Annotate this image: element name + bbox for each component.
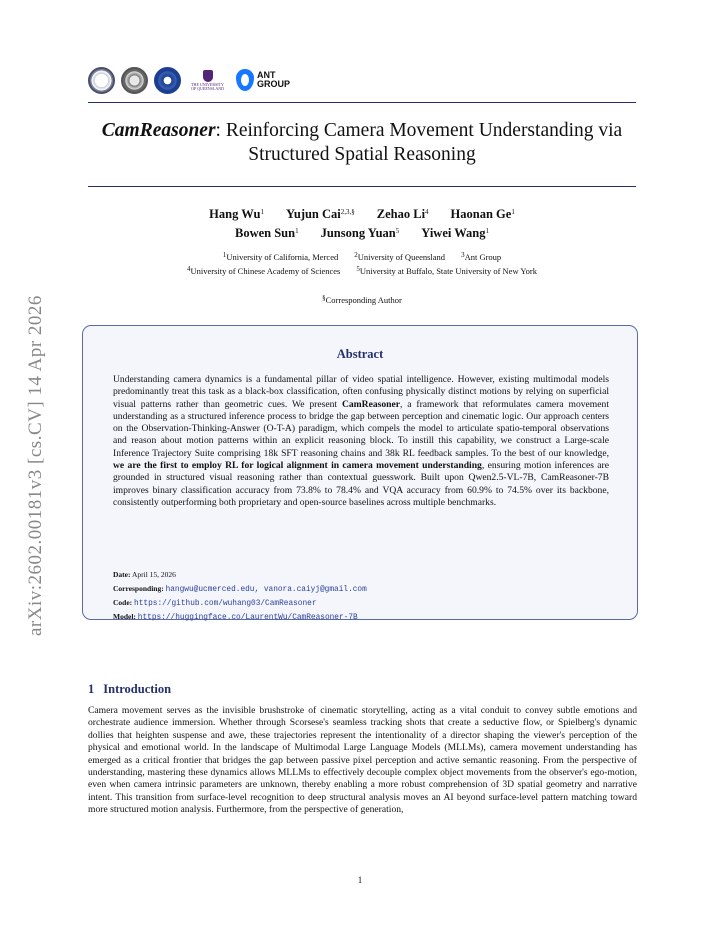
affiliation: [354, 252, 445, 262]
author: [321, 226, 400, 240]
corresponding-note-sup: §: [322, 294, 326, 302]
author: [377, 207, 429, 221]
affiliation: [223, 252, 338, 262]
paper-title: [88, 119, 636, 167]
abstract-part-2: , a framework that reformulates camera movement understanding as a structured inference process to bridge the gap between perception and cinematic logic. Our approach centers on the Observation-Thinking-Answer (O-T-A) paradigm, which compels the model to articulate spatio-temporal observations and reason about motion patterns within an explicit reasoning block. To instill this capability, we construct a Large-scale Inference Trajectory Suite comprising 18k SFT reasoning chains and 38k RL feedback samples. To the best of our knowledge,: [113, 398, 609, 459]
author-sup: 1: [295, 227, 299, 235]
title-model-name: CamReasoner: [101, 120, 216, 141]
introduction-paragraph: Camera movement serves as the invisible brushstroke of cinematic storytelling, acting as a vital conduit to convey subtle emotions and orchestrate audience immersion. Whether through Scorsese's seamless tracking shots that create a seductive flow, or Spielberg's dynamic dollies that heighten suspense and awe, these trajectories represent the intentionality of a director shaping the viewer's perception of the physical and emotional world. In the landscape of Multimodal Large Language Models (MLLMs), camera movement understanding has emerged as a critical frontier that bridges the gap between passive pixel perception and active semantic reasoning. From the perspective of understanding, mastering these dynamics allows MLLMs to effectively decouple complex object movements from the observer's ego-motion, even when camera intrinsic parameters are unknown, thereby enabling a more robust comprehension of 3D spatial geometry and narrative intent. This transition from surface-level recognition to deep structural analysis moves an AI beyond surface-level pattern matching toward more structured motion analysis. Furthermore, from the perspective of generation,: [88, 705, 637, 816]
author-name: Junsong Yuan: [320, 226, 396, 240]
author: [421, 226, 489, 240]
uq-crest-icon: [203, 70, 213, 82]
affiliation: [356, 266, 537, 276]
ant-logo-line1: ANT: [257, 70, 276, 80]
uq-logo-line1: THE UNIVERSITY: [191, 81, 224, 87]
author: [451, 207, 515, 221]
abstract-part-3: , ensuring motion inferences are grounded in structured visual reasoning rather than contextual guesswork. Built upon Qwen2.5-VL-7B, CamReasoner-7B improves binary classification accuracy from 73.8% to 78.4% and VQA accuracy from 60.9% to 74.5% over its backbone, consistently outperforming both proprietary and open-source baselines across multiple benchmarks.: [113, 460, 609, 508]
affiliation-sup: 3: [461, 251, 465, 259]
abstract-part-1: Understanding camera dynamics is a fundamental pillar of video spatial intelligence. However, existing multimodal models predominantly treat this task as a black-box classification, often confusing physically distinct motions by relying on superficial visual patterns rather than geometric cues. We present: [113, 374, 609, 410]
meta-model: [113, 611, 358, 624]
author-sup: 2,3,§: [340, 208, 355, 216]
author-name: Bowen Sun: [234, 226, 296, 240]
uq-logo: [191, 70, 224, 91]
affiliation-sup: 2: [354, 251, 358, 259]
abstract-bold-1: CamReasoner: [341, 398, 401, 410]
corr-email-link-2[interactable]: vanora.caiyj@gmail.com: [263, 586, 367, 594]
buffalo-seal-icon: [154, 67, 181, 94]
corresponding-note-text: Corresponding Author: [325, 295, 402, 305]
ant-group-logo: [236, 69, 290, 91]
abstract-text: [113, 374, 609, 509]
affiliations-row-2: [88, 265, 636, 277]
corr-email-separator: ,: [254, 586, 264, 594]
author-name: Zehao Li: [376, 207, 426, 221]
affiliation-name: Ant Group: [464, 252, 502, 262]
author-sup: 1: [260, 208, 264, 216]
title-bottom-rule: [88, 186, 636, 187]
meta-date-value: April 15, 2026: [131, 570, 176, 579]
ant-group-mark-icon: [236, 69, 254, 91]
affiliation: [461, 252, 501, 262]
abstract-box: [82, 325, 638, 620]
page-number: 1: [357, 875, 363, 885]
institution-logos: [88, 64, 290, 96]
meta-model-label: Model:: [113, 612, 136, 621]
meta-corresponding: [113, 583, 367, 596]
model-link[interactable]: https://huggingface.co/LaurentWu/CamReasoner-7B: [137, 614, 358, 622]
corr-email-link-1[interactable]: hangwu@ucmerced.edu: [165, 586, 255, 594]
affiliation-sup: 1: [222, 251, 227, 259]
affiliation-sup: 5: [356, 265, 360, 273]
section-heading-introduction: [88, 682, 171, 697]
ucas-seal-icon: [121, 67, 148, 94]
affiliation-name: University of Queensland: [357, 252, 446, 262]
author-name: Yiwei Wang: [421, 226, 486, 240]
author-sup: 1: [485, 227, 490, 235]
author-name: Yujun Cai: [285, 207, 341, 221]
top-rule: [88, 102, 636, 103]
meta-code: [113, 597, 317, 610]
meta-date: [113, 569, 176, 580]
section-title: Introduction: [103, 682, 172, 696]
abstract-bold-2: we are the first to employ RL for logical alignment in camera movement understanding: [113, 460, 482, 472]
author-name: Haonan Ge: [450, 207, 512, 221]
affiliations-row-1: [88, 251, 636, 263]
uq-logo-line2: OF QUEENSLAND: [191, 85, 224, 91]
code-link[interactable]: https://github.com/wuhang03/CamReasoner: [134, 600, 317, 608]
affiliation-name: University of California, Merced: [226, 252, 339, 262]
affiliation-sup: 4: [186, 265, 191, 273]
meta-corr-label: Corresponding:: [113, 584, 164, 593]
affiliation-name: University of Chinese Academy of Sciences: [190, 266, 341, 276]
meta-date-label: Date:: [113, 570, 131, 579]
meta-code-label: Code:: [113, 598, 133, 607]
authors-row-1: [88, 205, 636, 223]
affiliation: [187, 266, 340, 276]
affiliation-name: University at Buffalo, State University of New York: [359, 266, 538, 276]
author: [209, 207, 264, 221]
arxiv-stamp: arXiv:2602.00181v3 [cs.CV] 14 Apr 2026: [25, 295, 46, 636]
author-sup: 4: [425, 208, 429, 216]
abstract-heading: Abstract: [336, 347, 384, 361]
ant-logo-line2: GROUP: [257, 79, 291, 89]
authors-row-2: [88, 224, 636, 242]
corresponding-note: [88, 294, 636, 306]
author: [286, 207, 355, 221]
author: [235, 226, 299, 240]
uc-merced-seal-icon: [88, 67, 115, 94]
section-number: 1: [88, 682, 95, 696]
author-sup: 5: [395, 227, 400, 235]
title-rest: : Reinforcing Camera Movement Understanding via Structured Spatial Reasoning: [215, 120, 623, 165]
author-sup: 1: [511, 208, 515, 216]
author-name: Hang Wu: [209, 207, 261, 221]
